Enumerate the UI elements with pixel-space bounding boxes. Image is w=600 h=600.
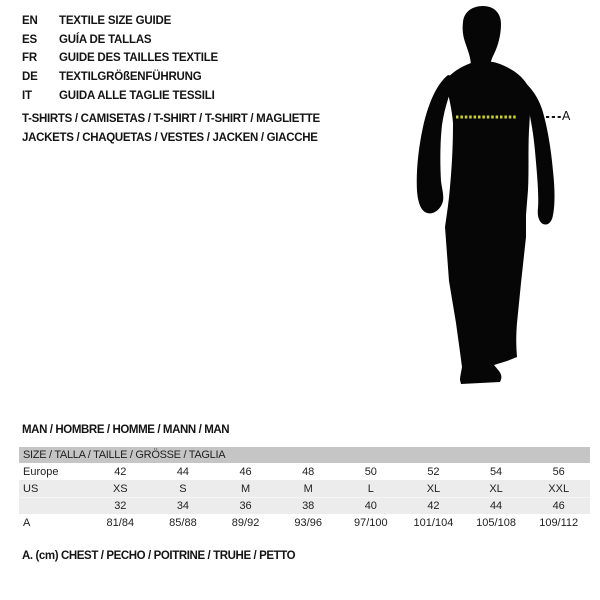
language-code: IT [22, 89, 32, 102]
size-cell: 40 [364, 500, 377, 512]
language-row [22, 68, 218, 87]
language-code: EN [22, 15, 38, 28]
row-label: Europe [23, 465, 59, 478]
size-cell: 56 [552, 465, 565, 478]
size-cell: XL [489, 482, 503, 495]
language-row [22, 86, 218, 105]
size-cell: 109/112 [539, 516, 579, 529]
size-cell: XL [426, 482, 441, 495]
size-cell: 105/108 [476, 516, 516, 529]
size-cell: 34 [176, 500, 190, 512]
language-row [22, 49, 218, 68]
size-cell: 89/92 [231, 516, 260, 529]
size-cell: 46 [552, 500, 565, 512]
size-cell: M [240, 482, 251, 495]
size-cell: 52 [427, 465, 440, 478]
table-row-us [19, 480, 590, 497]
size-cell: M [303, 482, 313, 495]
size-cell: 32 [114, 500, 127, 512]
language-label: TEXTILE SIZE GUIDE [59, 15, 172, 28]
language-code: FR [22, 52, 37, 65]
section-title-man: MAN / HOMBRE / HOMME / MANN / MAN [22, 424, 230, 436]
size-cell: 44 [489, 500, 503, 512]
garment-types [22, 110, 320, 148]
measurement-footnote: A. (cm) CHEST / PECHO / POITRINE / TRUHE / PETTO [22, 550, 296, 562]
size-cell: 38 [302, 500, 315, 512]
size-cell: XS [112, 482, 128, 495]
size-cell: 46 [239, 465, 252, 478]
size-cell: 85/88 [169, 516, 197, 529]
table-row-europe [19, 463, 590, 480]
size-table [19, 447, 590, 531]
language-code: ES [22, 33, 37, 46]
size-cell: L [367, 482, 374, 495]
language-list [22, 12, 218, 105]
size-cell: 97/100 [353, 516, 388, 529]
language-label: TEXTILGRÖßENFÜHRUNG [59, 71, 202, 84]
man-silhouette [405, 5, 580, 390]
size-cell: 50 [364, 465, 377, 478]
table-row-numeric [19, 497, 590, 514]
size-cell: 36 [239, 500, 252, 512]
language-row [22, 31, 218, 50]
size-cell: 54 [489, 465, 503, 478]
silhouette-body [445, 61, 530, 384]
row-label: A [23, 516, 31, 529]
garment-types-line2: JACKETS / CHAQUETAS / VESTES / JACKEN / GIACCHE [22, 132, 318, 144]
size-cell: 48 [302, 465, 315, 478]
size-cell: S [179, 482, 187, 495]
language-code: DE [22, 71, 38, 84]
language-label: GUIDE DES TAILLES TEXTILE [59, 52, 218, 65]
size-cell: XXL [548, 482, 570, 495]
silhouette-head [463, 6, 501, 67]
size-cell: 42 [427, 500, 440, 512]
size-cell: 101/104 [413, 516, 454, 529]
language-label: GUÍA DE TALLAS [59, 33, 152, 46]
size-cell: 93/96 [294, 516, 322, 529]
size-cell: 44 [176, 465, 190, 478]
measure-label: A [562, 109, 571, 123]
size-cell: 42 [114, 465, 127, 478]
size-table-header: SIZE / TALLA / TAILLE / GRÖSSE / TAGLIA [19, 447, 590, 463]
language-row [22, 12, 218, 31]
garment-types-line1: T-SHIRTS / CAMISETAS / T-SHIRT / T-SHIRT / MAGLIETTE [22, 113, 320, 125]
row-label: US [23, 482, 39, 495]
table-row-chest [19, 514, 590, 531]
size-cell: 81/84 [106, 516, 135, 529]
language-label: GUIDA ALLE TAGLIE TESSILI [59, 89, 215, 102]
